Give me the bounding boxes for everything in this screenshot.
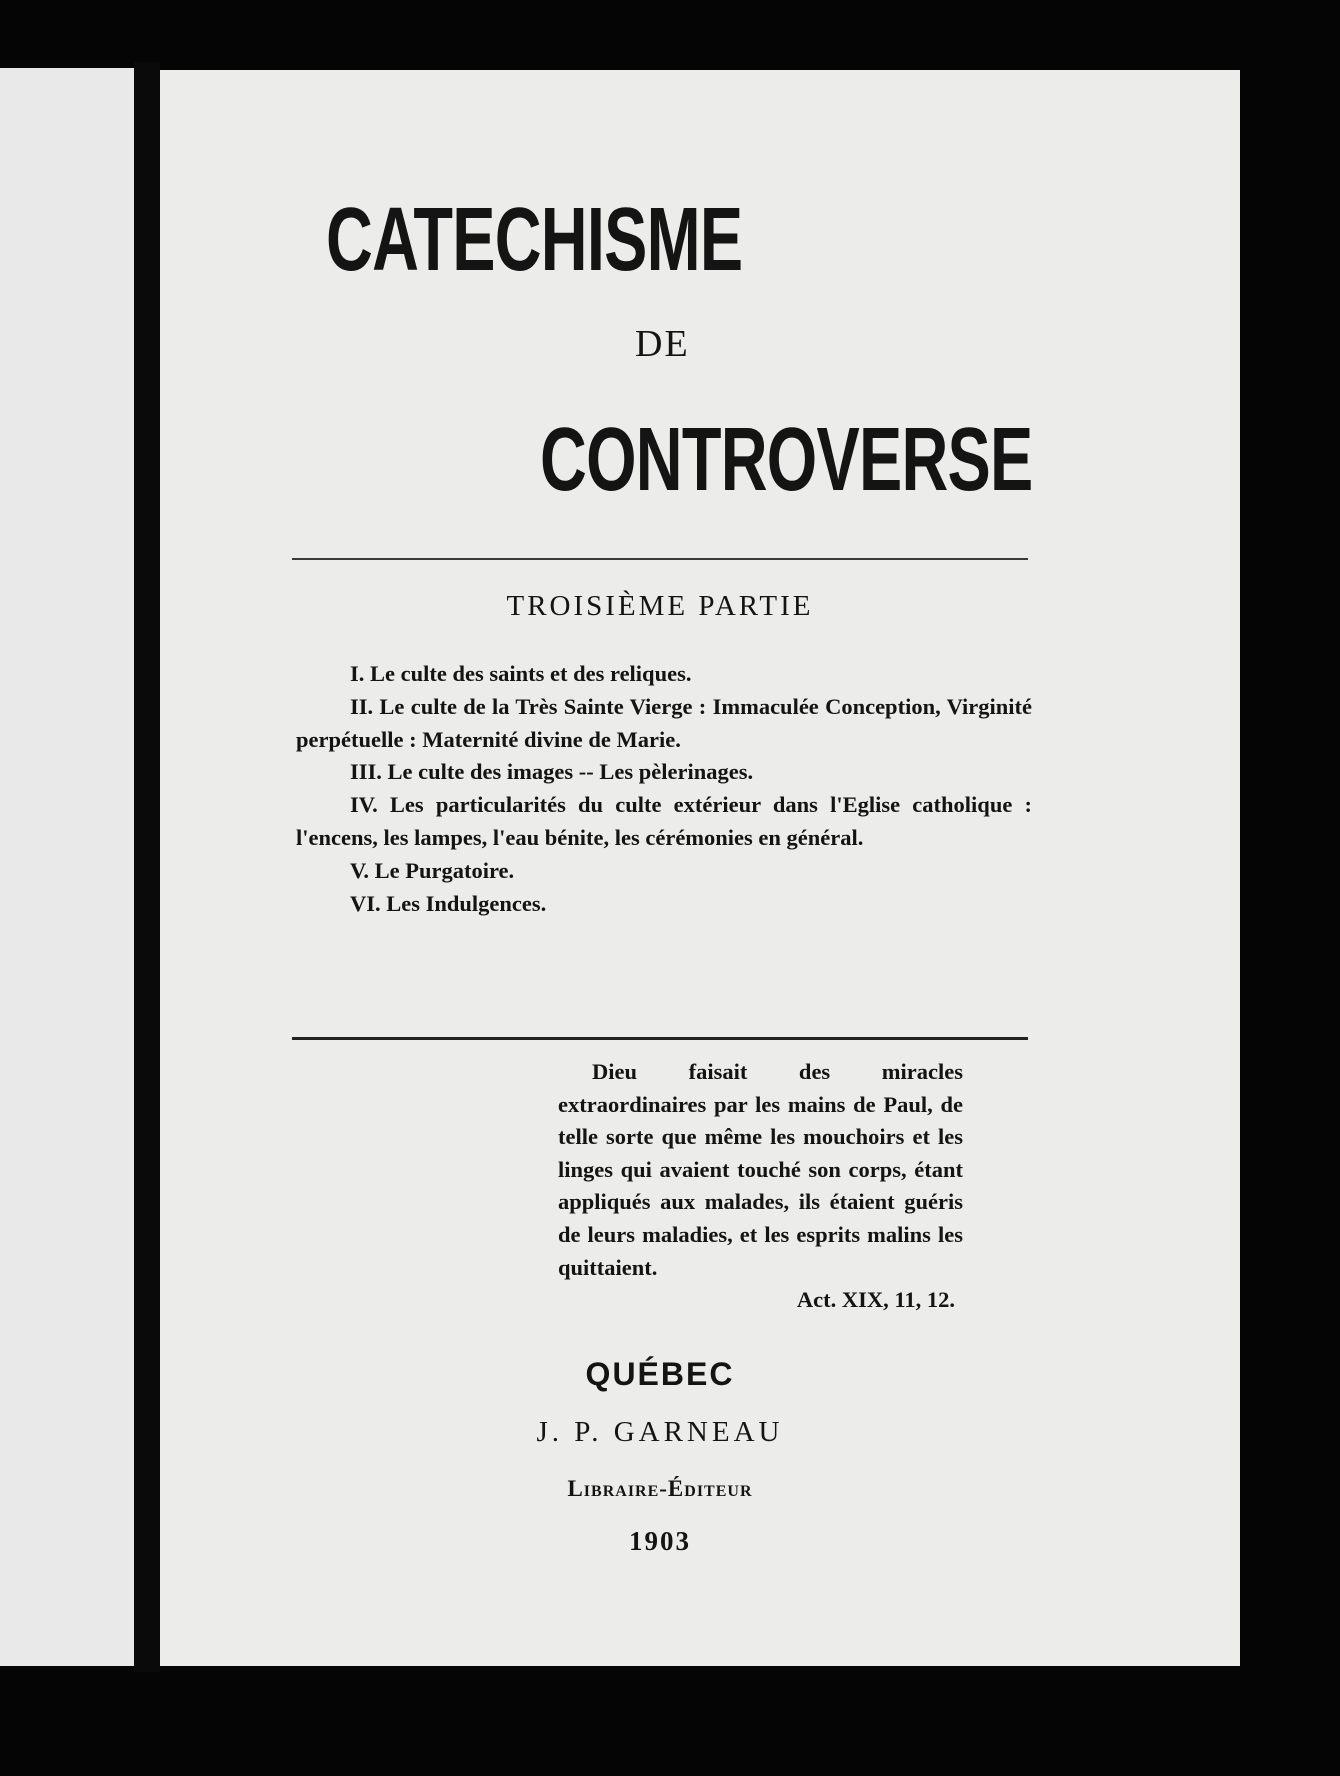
title-catechisme: CATECHISME [326, 190, 743, 290]
contents-item: IV. Les particularités du culte extérieur dans l'Eglise catholique : l'encens, les lampes, l'eau bénite, les cérémonies en général. [296, 792, 1032, 850]
imprint-role: Libraire-Éditeur [567, 1476, 753, 1501]
contents-item: VI. Les Indulgences. [350, 890, 547, 916]
imprint-publisher: J. P. GARNEAU [536, 1416, 784, 1448]
table-of-contents [296, 658, 1032, 920]
contents-item: III. Le culte des images -- Les pèlerinages. [350, 759, 754, 785]
title-de: DE [635, 323, 690, 365]
title-controverse: CONTROVERSE [540, 410, 1033, 510]
facing-page-edge [0, 68, 134, 1666]
divider-top [292, 558, 1028, 560]
part-heading: TROISIÈME PARTIE [506, 590, 814, 622]
epigraph-reference: Act. XIX, 11, 12. [796, 1287, 955, 1313]
contents-item: II. Le culte de la Très Sainte Vierge : Immaculée Conception, Virginité perpétuelle : Maternité divine de Marie. [296, 693, 1032, 752]
divider-bottom [292, 1037, 1028, 1040]
contents-item: I. Le culte des saints et des reliques. [350, 661, 692, 686]
contents-item: V. Le Purgatoire. [350, 857, 515, 883]
book-spine-shadow [134, 62, 160, 1672]
title-page [160, 70, 1240, 1666]
epigraph-text: Dieu faisait des miracles extraordinaires par les mains de Paul, de telle sorte que même les mouchoirs et les linges qui avaient touché son corps, étant appliqués aux malades, ils étaient guéris de leurs maladies, et les esprits malins les quittaient. [558, 1059, 963, 1280]
imprint-year: 1903 [629, 1526, 691, 1556]
epigraph [558, 1056, 963, 1317]
imprint-city: QUÉBEC [585, 1356, 735, 1392]
